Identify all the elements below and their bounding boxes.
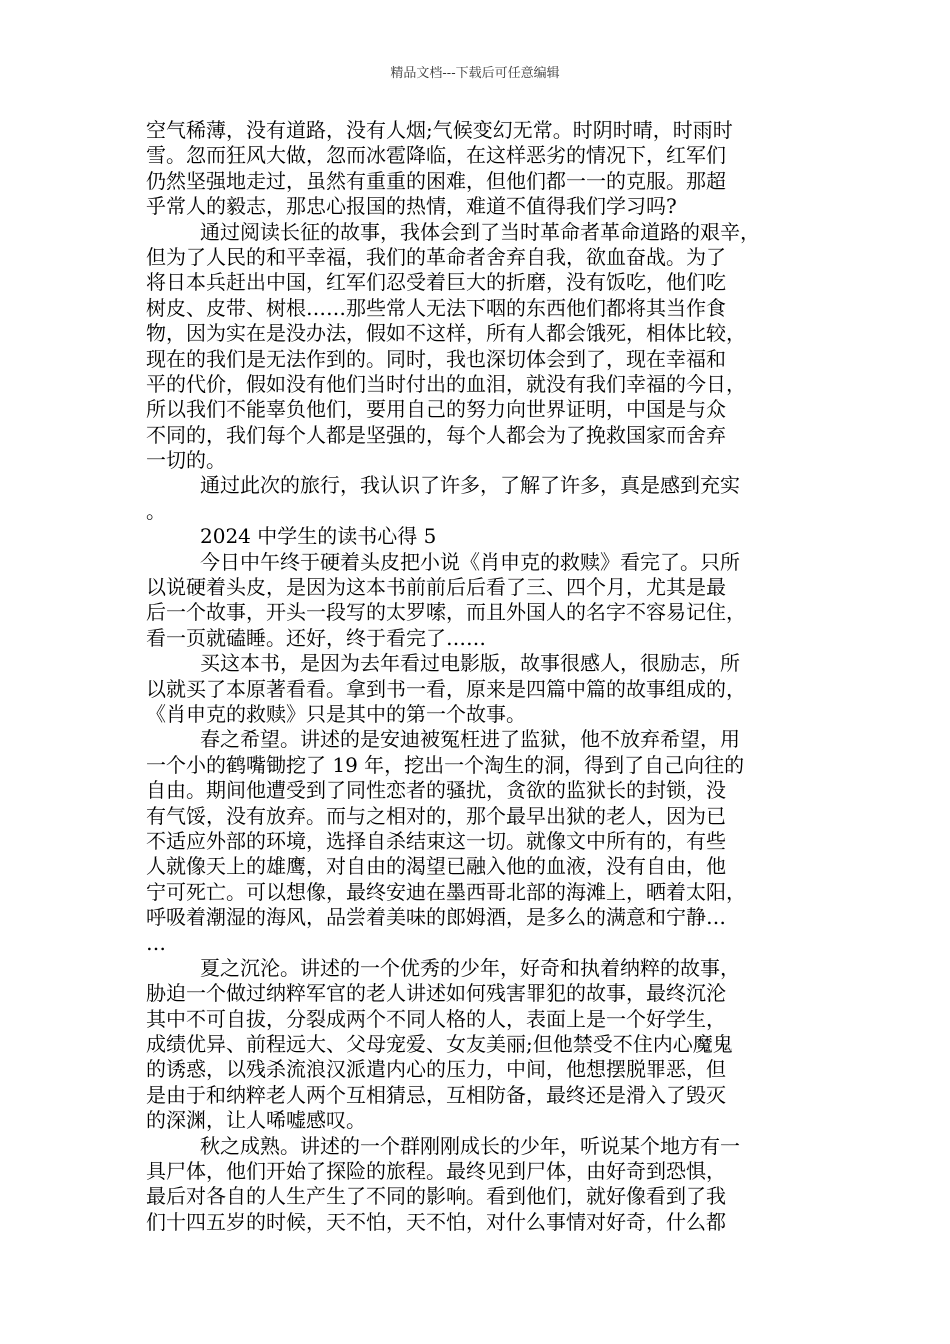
text-line: 通过阅读长征的故事，我体会到了当时革命者革命道路的艰辛， xyxy=(200,219,760,244)
text-line: 不适应外部的环境，选择自杀结束这一切。就像文中所有的，有些 xyxy=(146,828,726,853)
text-line: 有气馁，没有放弃。而与之相对的，那个最早出狱的老人，因为已 xyxy=(146,803,726,828)
text-line: 《肖申克的救赎》只是其中的第一个故事。 xyxy=(146,701,526,726)
text-line: 具尸体，他们开始了探险的旅程。最终见到尸体，由好奇到恐惧， xyxy=(146,1159,726,1184)
text-line: 但为了人民的和平幸福，我们的革命者舍弃自我，欲血奋战。为了 xyxy=(146,244,726,269)
text-line: 是由于和纳粹老人两个互相猜忌，互相防备，最终还是滑入了毁灭 xyxy=(146,1082,726,1107)
text-line: 人就像天上的雄鹰，对自由的渴望已融入他的血液，没有自由，他 xyxy=(146,854,726,879)
text-line: 自由。期间他遭受到了同性恋者的骚扰，贪欲的监狱长的封锁，没 xyxy=(146,778,726,803)
text-line: 的深渊，让人唏嘘感叹。 xyxy=(146,1108,366,1133)
text-line: 一个小的鹤嘴锄挖了 19 年，挖出一个淘生的洞，得到了自己向往的 xyxy=(146,752,745,777)
page-header: 精品文档---下载后可任意编辑 xyxy=(390,66,560,81)
text-line: 宁可死亡。可以想像，最终安迪在墨西哥北部的海滩上，晒着太阳， xyxy=(146,879,746,904)
text-line: 一切的。 xyxy=(146,448,226,473)
text-line: 秋之成熟。讲述的一个群刚刚成长的少年，听说某个地方有一 xyxy=(200,1133,740,1158)
text-line: 乎常人的毅志，那忠心报国的热情，难道不值得我们学习吗? xyxy=(146,194,677,219)
text-line: 春之希望。讲述的是安迪被冤枉进了监狱，他不放弃希望，用 xyxy=(200,727,740,752)
text-line: 所以我们不能辜负他们，要用自己的努力向世界证明，中国是与众 xyxy=(146,397,726,422)
text-line: 雪。忽而狂风大做，忽而冰雹降临，在这样恶劣的情况下，红军们 xyxy=(146,143,726,168)
text-line: 的诱惑，以残杀流浪汉派遣内心的压力，中间，他想摆脱罪恶，但 xyxy=(146,1057,726,1082)
text-line: 。 xyxy=(146,498,166,523)
document-body xyxy=(146,118,812,1235)
text-line: 胁迫一个做过纳粹军官的老人讲述如何残害罪犯的故事，最终沉沦 xyxy=(146,981,726,1006)
text-line: 其中不可自拔，分裂成两个不同人格的人，表面上是一个好学生， xyxy=(146,1006,726,1031)
text-line: 2024 中学生的读书心得 5 xyxy=(200,524,437,549)
text-line: … xyxy=(146,930,166,955)
text-line: 后一个故事，开头一段写的太罗嗦，而且外国人的名字不容易记住， xyxy=(146,600,746,625)
text-line: 通过此次的旅行，我认识了许多，了解了许多，真是感到充实 xyxy=(200,473,740,498)
text-line: 以就买了本原著看看。拿到书一看，原来是四篇中篇的故事组成的， xyxy=(146,676,746,701)
text-line: 仍然坚强地走过，虽然有重重的困难，但他们都一一的克服。那超 xyxy=(146,168,726,193)
text-line: 买这本书，是因为去年看过电影版，故事很感人，很励志，所 xyxy=(200,651,740,676)
text-line: 不同的，我们每个人都是坚强的，每个人都会为了挽救国家而舍弃 xyxy=(146,422,726,447)
text-line: 空气稀薄，没有道路，没有人烟;气候变幻无常。时阴时晴，时雨时 xyxy=(146,118,733,142)
text-line: 成绩优异、前程远大、父母宠爱、女友美丽;但他禁受不住内心魔鬼 xyxy=(146,1032,733,1057)
text-line: 将日本兵赶出中国，红军们忍受着巨大的折磨，没有饭吃，他们吃 xyxy=(146,270,726,295)
text-line: 现在的我们是无法作到的。同时，我也深切体会到了，现在幸福和 xyxy=(146,346,726,371)
text-line: 最后对各自的人生产生了不同的影响。看到他们，就好像看到了我 xyxy=(146,1184,726,1209)
text-line: 们十四五岁的时候，天不怕，天不怕，对什么事情对好奇，什么都 xyxy=(146,1209,726,1234)
text-line: 树皮、皮带、树根……那些常人无法下咽的东西他们都将其当作食 xyxy=(146,295,726,320)
text-line: 平的代价，假如没有他们当时付出的血泪，就没有我们幸福的今日， xyxy=(146,371,746,396)
text-line: 呼吸着潮湿的海风，品尝着美味的郎姆酒，是多么的满意和宁静… xyxy=(146,905,726,930)
text-line: 以说硬着头皮，是因为这本书前前后后看了三、四个月，尤其是最 xyxy=(146,575,726,600)
text-line: 今日中午终于硬着头皮把小说《肖申克的救赎》看完了。只所 xyxy=(200,549,740,574)
text-line: 夏之沉沦。讲述的一个优秀的少年，好奇和执着纳粹的故事， xyxy=(200,955,740,980)
text-line: 物，因为实在是没办法，假如不这样，所有人都会饿死，相体比较， xyxy=(146,321,746,346)
text-line: 看一页就磕睡。还好，终于看完了…… xyxy=(146,625,486,650)
